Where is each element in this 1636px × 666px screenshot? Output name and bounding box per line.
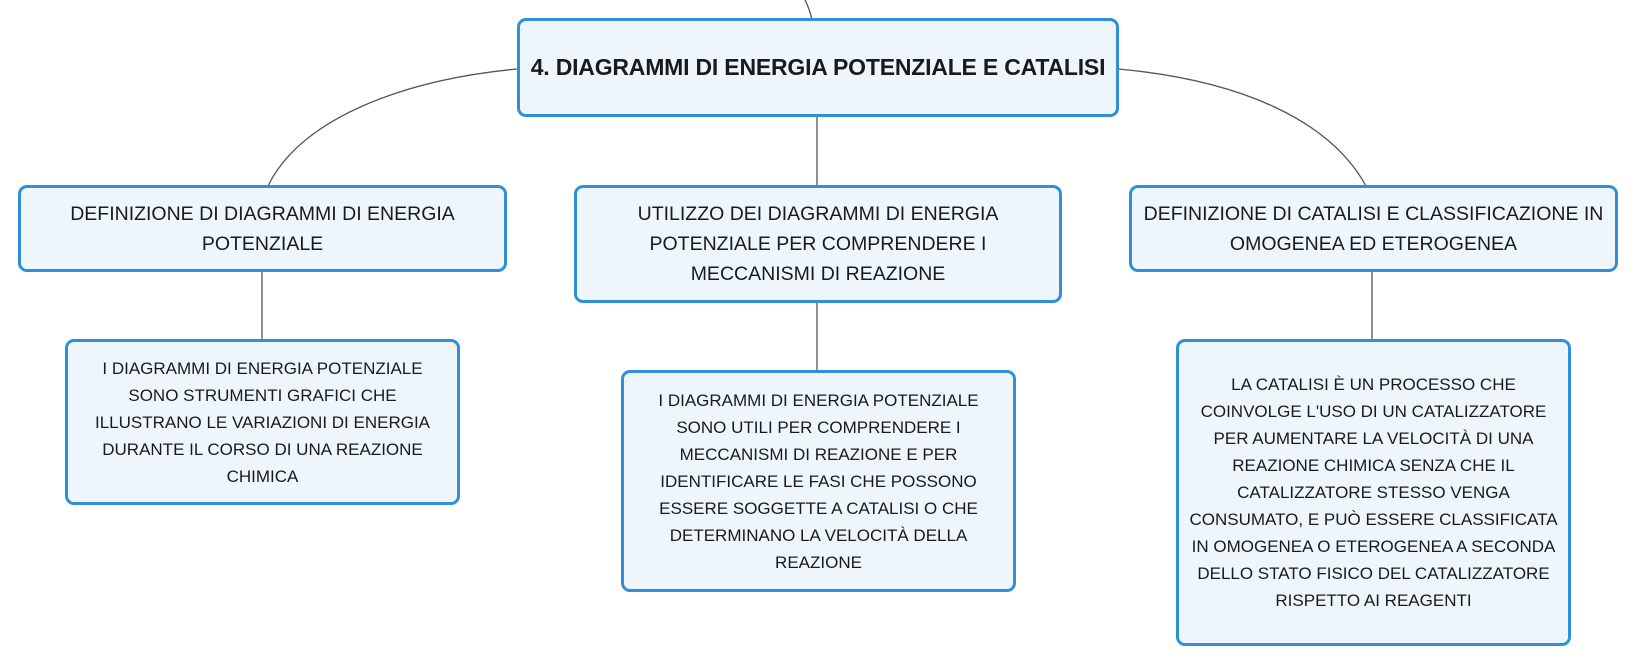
branch-label: DEFINIZIONE DI CATALISI E CLASSIFICAZIONE IN OMOGENEA ED ETEROGENEA [1143,202,1604,255]
detail-text: I DIAGRAMMI DI ENERGIA POTENZIALE SONO UTILI PER COMPRENDERE I MECCANISMI DI REAZIONE E PER IDENTIFICARE LE FASI CHE POSSONO ESSERE SOGGETTE A CATALISI O CHE DETERMINANO LA VELOCITÀ DELLA REAZIONE [658,390,979,572]
detail-node-utilizzo-diagrammi[interactable] [621,370,1016,592]
branch-node-definizione-catalisi[interactable] [1129,185,1618,272]
connector-root-to-branch-1 [268,69,517,186]
branch-node-definizione-diagrammi[interactable] [18,185,507,272]
detail-text: I DIAGRAMMI DI ENERGIA POTENZIALE SONO STRUMENTI GRAFICI CHE ILLUSTRANO LE VARIAZIONI DI ENERGIA DURANTE IL CORSO DI UNA REAZIONE CHIMICA [94,358,431,486]
branch-label: UTILIZZO DEI DIAGRAMMI DI ENERGIA POTENZIALE PER COMPRENDERE I MECCANISMI DI REAZIONE [637,203,999,285]
branch-label: DEFINIZIONE DI DIAGRAMMI DI ENERGIA POTENZIALE [70,202,455,255]
branch-node-utilizzo-diagrammi[interactable] [574,185,1062,303]
detail-text: LA CATALISI È UN PROCESSO CHE COINVOLGE L'USO DI UN CATALIZZATORE PER AUMENTARE LA VELOCITÀ DI UNA REAZIONE CHIMICA SENZA CHE IL CATALIZZATORE STESSO VENGA CONSUMATO, E PUÒ ESSERE CLASSIFICATA IN OMOGENEA O ETEROGENEA A SECONDA DELLO STATO FISICO DEL CATALIZZATORE RISPETTO AI REAGENTI [1189,375,1558,610]
root-topic-label: 4. DIAGRAMMI DI ENERGIA POTENZIALE E CATALISI [530,54,1106,80]
detail-node-definizione-diagrammi[interactable] [65,339,460,505]
connector-parent-to-root [805,0,812,20]
detail-node-definizione-catalisi[interactable] [1176,339,1571,646]
connector-root-to-branch-3 [1118,69,1366,186]
root-topic-node[interactable] [517,18,1119,117]
